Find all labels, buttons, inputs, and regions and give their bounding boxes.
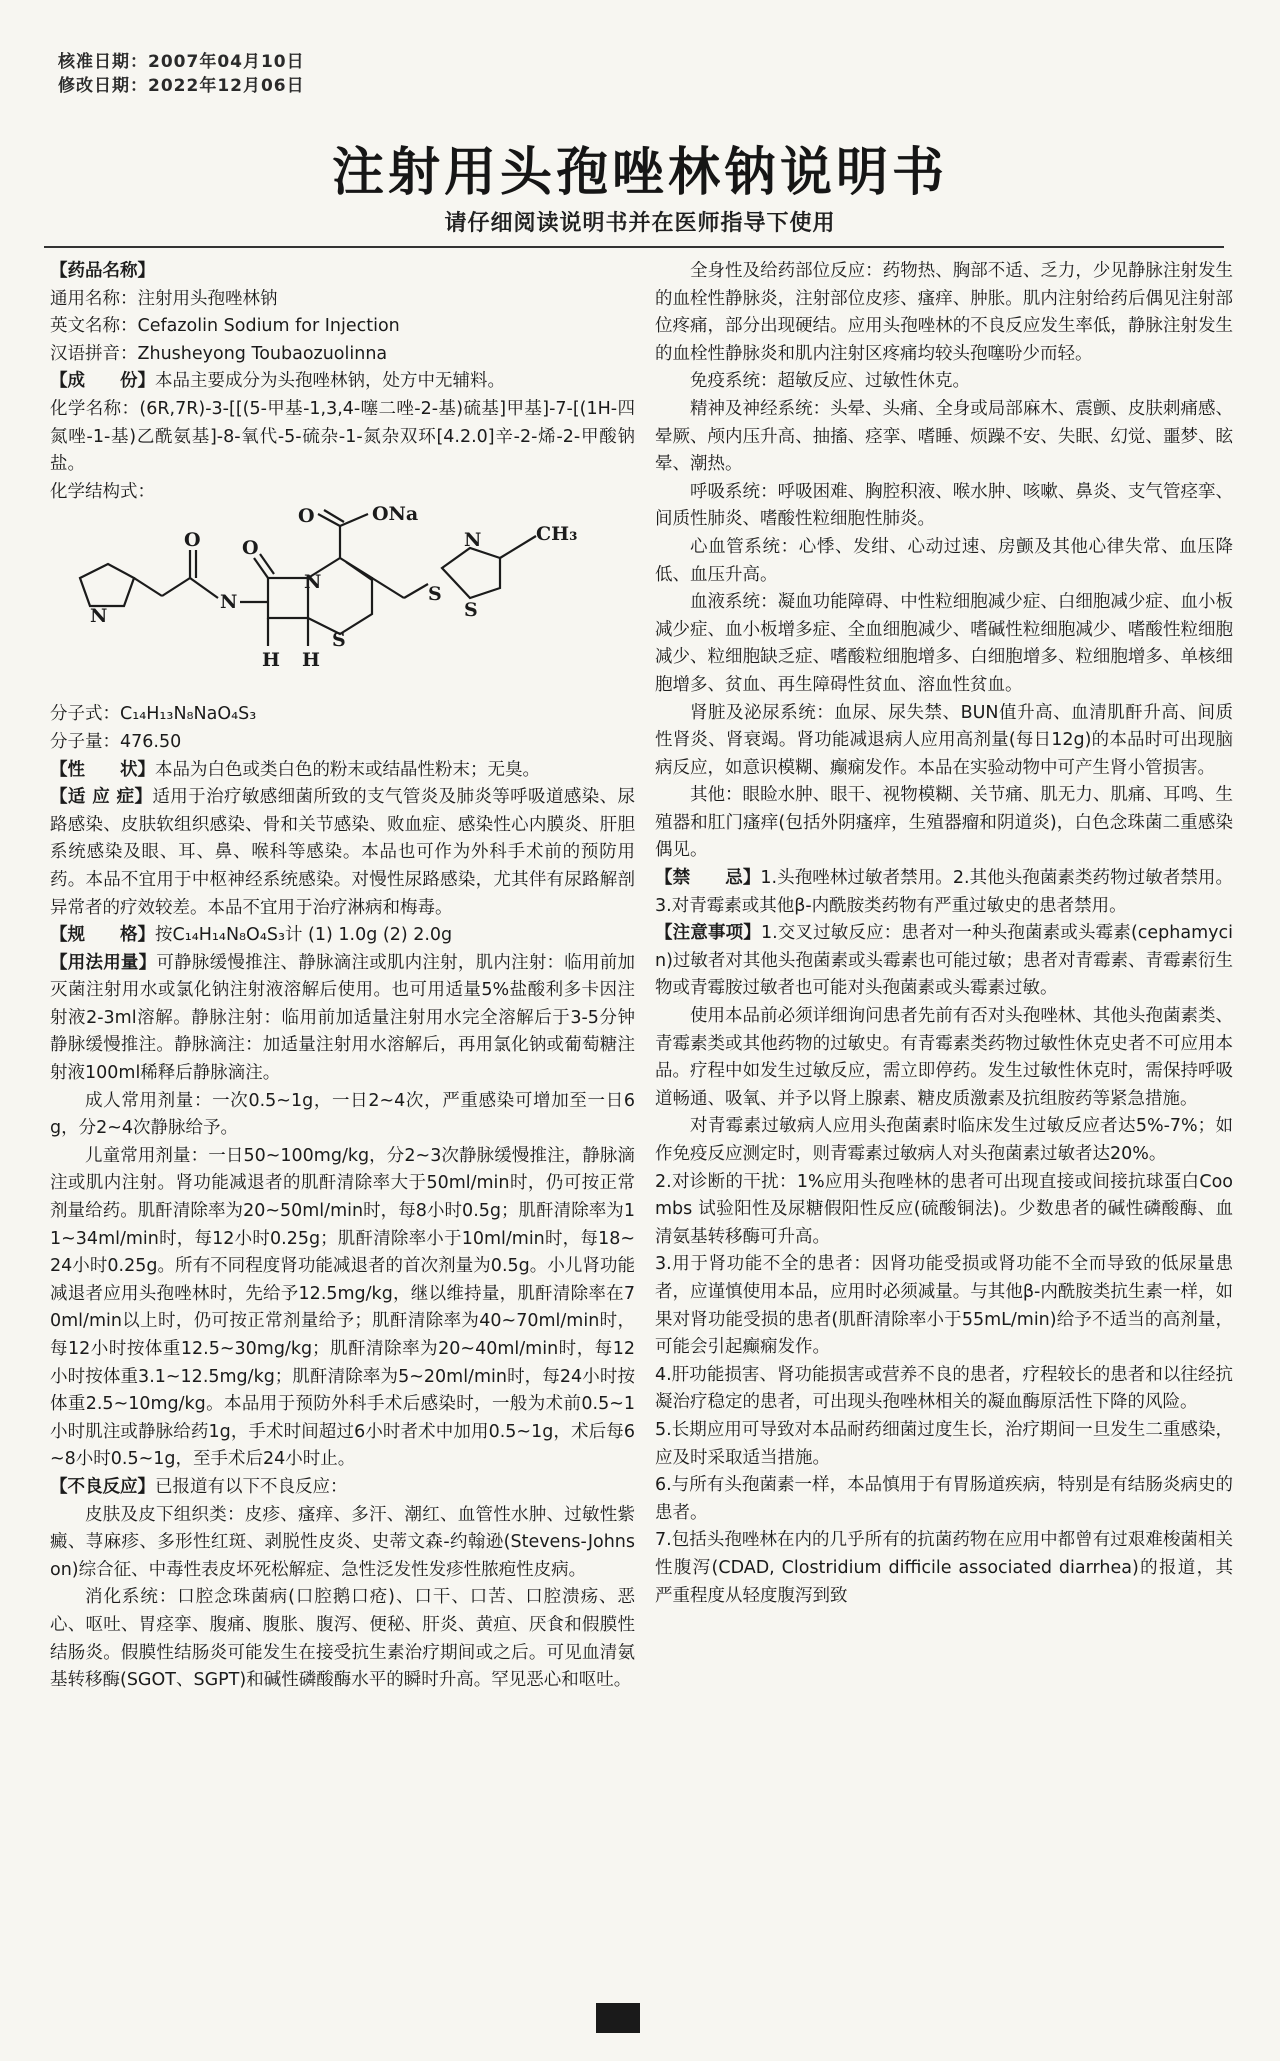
- indications-text: 适用于治疗敏感细菌所致的支气管炎及肺炎等呼吸道感染、尿路感染、皮肤软组织感染、骨和关节感染、败血症、感染性心内膜炎、肝胆系统感染及眼、耳、鼻、喉科等感染。本品也可作为外科手术前的预防用药。本品不宜用于中枢神经系统感染。对慢性尿路感染，尤其伴有尿路解剖异常者的疗效较差。本品不宜用于治疗淋病和梅毒。: [50, 787, 635, 918]
- properties-heading: 【性 状】: [50, 759, 155, 780]
- ring-s-label: S: [332, 629, 346, 652]
- composition-text: 本品主要成分为头孢唑林钠，处方中无辅料。: [155, 371, 505, 392]
- adverse-renal: 肾脏及泌尿系统：血尿、尿失禁、BUN值升高、血清肌酐升高、间质性肾炎、肾衰竭。肾功能减退病人应用高剂量(每日12g)的本品时可出现脑病反应，如意识模糊、癫痫发作。本品在实验动物中可产生肾小管损害。: [655, 702, 1233, 778]
- cautions-heading: 【注意事项】: [655, 923, 761, 944]
- thioether-s-label: S: [428, 583, 442, 606]
- drug-name-heading: 【药品名称】: [50, 261, 155, 281]
- adult-dose: 成人常用剂量：一次0.5~1g，一日2~4次，严重感染可增加至一日6g，分2~4次静脉给予。: [50, 1090, 635, 1139]
- ring-n-label: N: [304, 571, 322, 594]
- tetrazole-ring: [80, 564, 134, 606]
- usage-section: [50, 950, 635, 1088]
- nh-label: N: [220, 591, 238, 614]
- document-title: 注射用头孢唑林钠说明书: [331, 143, 948, 203]
- chemical-structure-diagram: [50, 506, 635, 701]
- page-marker: [596, 2003, 640, 2033]
- adverse-cardio: 心血管系统：心悸、发绀、心动过速、房颤及其他心律失常、血压降低、血压升高。: [655, 536, 1233, 585]
- adverse-immune: 免疫系统：超敏反应、过敏性休克。: [690, 371, 970, 392]
- h-label-1: H: [262, 649, 280, 672]
- generic-name: 通用名称：注射用头孢唑林钠: [50, 288, 278, 309]
- structure-heading: 化学结构式：: [50, 481, 155, 502]
- molecular-weight: 分子量：476.50: [50, 731, 182, 752]
- caution-1b: 使用本品前必须详细询问患者先前有否对头孢唑林、其他头孢菌素类、青霉素类或其他药物的过敏史。有青霉素类药物过敏性休克史者不可应用本品。疗程中如发生过敏反应，需立即停药。发生过敏性休克时，需保持呼吸道畅通、吸氧、并予以肾上腺素、糖皮质激素及抗组胺药等紧急措施。: [655, 1006, 1233, 1109]
- adverse-systemic: 全身性及给药部位反应：药物热、胸部不适、乏力，少见静脉注射发生的血栓性静脉炎，注射部位皮疹、瘙痒、肿胀。肌内注射给药后偶见注射部位疼痛，部分出现硬结。应用头孢唑林的不良反应发生率低，静脉注射发生的血栓性静脉炎和肌内注射区疼痛均较头孢噻吩少而轻。: [655, 261, 1233, 364]
- contraindications-heading: 【禁 忌】: [655, 868, 761, 889]
- spec-section: [50, 922, 635, 950]
- adverse-respiratory: 呼吸系统：呼吸困难、胸腔积液、喉水肿、咳嗽、鼻炎、支气管痉挛、间质性肺炎、嗜酸性粒细胞性肺炎。: [655, 481, 1233, 530]
- left-column: [50, 258, 635, 1695]
- usage-heading: 【用法用量】: [50, 952, 157, 973]
- document-subtitle: 请仔细阅读说明书并在医师指导下使用: [444, 211, 836, 236]
- caution-1: 1.交叉过敏反应：患者对一种头孢菌素或头霉素(cephamycin)过敏者对其他头孢菌素或头霉素也可能过敏；患者对青霉素、青霉素衍生物或青霉胺过敏者也可能对头孢菌素或头霉素过敏。: [655, 923, 1233, 999]
- adverse-skin: 皮肤及皮下组织类：皮疹、瘙痒、多汗、潮红、血管性水肿、过敏性紫癜、荨麻疹、多形性红斑、剥脱性皮炎、史蒂文森-约翰逊(Stevens-Johnson)综合征、中毒性表皮坏死松解症、急性泛发性发疹性脓疱性皮病。: [50, 1504, 635, 1580]
- contraindications-section: [655, 865, 1233, 920]
- approval-date: 核准日期：2007年04月10日: [58, 52, 305, 72]
- caution-2: 2.对诊断的干扰：1%应用头孢唑林的患者可出现直接或间接抗球蛋白Coombs 试验阳性及尿糖假阳性反应(硫酸铜法)。少数患者的碱性磷酸酶、血清氨基转移酶可升高。: [655, 1171, 1233, 1247]
- caution-5: 5.长期应用可导致对本品耐药细菌过度生长，治疗期间一旦发生二重感染，应及时采取适当措施。: [655, 1419, 1233, 1468]
- composition-section: [50, 368, 635, 396]
- ona-label: ONa: [372, 506, 419, 526]
- date-block: [58, 50, 305, 98]
- spec-heading: 【规 格】: [50, 925, 155, 946]
- h-label-2: H: [302, 649, 320, 672]
- thiadiazole-s-label: S: [464, 599, 478, 622]
- chemical-name: 化学名称：(6R,7R)-3-[[(5-甲基-1,3,4-噻二唑-2-基)硫基]甲基]-7-[(1H-四氮唑-1-基)乙酰氨基]-8-氧代-5-硫杂-1-氮杂双环[4.2.0]辛-2-烯-2-甲酸钠盐。: [50, 398, 635, 475]
- properties-text: 本品为白色或类白色的粉末或结晶性粉末；无臭。: [155, 759, 540, 780]
- contraindications-text: 1.头孢唑林过敏者禁用。2.其他头孢菌素类药物过敏者禁用。3.对青霉素或其他β-内酰胺类药物有严重过敏史的患者禁用。: [655, 868, 1233, 916]
- pinyin-name: 汉语拼音：Zhusheyong Toubaozuolinna: [50, 343, 388, 364]
- composition-heading: 【成 份】: [50, 371, 155, 392]
- caution-7: 7.包括头孢唑林在内的几乎所有的抗菌药物在应用中都曾有过艰难梭菌相关性腹泻(CDAD, Clostridium difficile associated diarrhea)的报道，其严重程度从轻度腹泻到致: [655, 1530, 1233, 1606]
- child-dose: 儿童常用剂量：一日50~100mg/kg，分2~3次静脉缓慢推注，静脉滴注或肌内注射。肾功能减退者的肌酐清除率大于50ml/min时，仍可按正常剂量给药。肌酐清除率为20~50ml/min时，每8小时0.5g；肌酐清除率为11~34ml/min时，每12小时0.25g；肌酐清除率小于10ml/min时，每18~24小时0.25g。所有不同程度肾功能减退者的首次剂量为0.5g。小儿肾功能减退者应用头孢唑林时，先给予12.5mg/kg，继以维持量，肌酐清除率在70ml/min以上时，仍可按正常剂量给予；肌酐清除率为40~70ml/min时，每12小时按体重12.5~30mg/kg；肌酐清除率为20~40ml/min时，每12小时按体重3.1~12.5mg/kg；肌酐清除率为5~20ml/min时，每24小时按体重2.5~10mg/kg。本品用于预防外科手术后感染时，一般为术前0.5~1小时肌注或静脉给药1g，手术时间超过6小时者术中加用0.5~1g，术后每6~8小时0.5~1g，至手术后24小时止。: [50, 1145, 635, 1470]
- tetrazole-n-label: N: [90, 605, 108, 628]
- indications-heading: 【适 应 症】: [50, 787, 153, 808]
- adverse-neuro: 精神及神经系统：头晕、头痛、全身或局部麻木、震颤、皮肤刺痛感、晕厥、颅内压升高、抽搐、痉挛、嗜睡、烦躁不安、失眠、幻觉、噩梦、眩晕、潮热。: [655, 398, 1233, 475]
- thiadiazole-ring: [442, 548, 500, 598]
- thiadiazole-n-label: N: [464, 529, 482, 552]
- adverse-other: 其他：眼睑水肿、眼干、视物模糊、关节痛、肌无力、肌痛、耳鸣、生殖器和肛门瘙痒(包括外阴瘙痒，生殖器瘤和阴道炎)，白色念珠菌二重感染偶见。: [655, 785, 1233, 861]
- adverse-section: [50, 1474, 635, 1502]
- molecular-formula: 分子式：C₁₄H₁₃N₈NaO₄S₃: [50, 704, 257, 725]
- caution-3: 3.用于肾功能不全的患者：因肾功能受损或肾功能不全而导致的低尿量患者，应谨慎使用本品，应用时必须减量。与其他β-内酰胺类抗生素一样，如果对肾功能受损的患者(肌酐清除率小于55mL/min)给予不适当的高剂量，可能会引起癫痫发作。: [655, 1254, 1233, 1358]
- adverse-digestive: 消化系统：口腔念珠菌病(口腔鹅口疮)、口干、口苦、口腔溃疡、恶心、呕吐、胃痉挛、腹痛、腹胀、腹泻、便秘、肝炎、黄疸、厌食和假膜性结肠炎。假膜性结肠炎可能发生在接受抗生素治疗期间或之后。可见血清氨基转移酶(SGOT、SGPT)和碱性磷酸酶水平的瞬时升高。罕见恶心和呕吐。: [50, 1587, 635, 1691]
- methyl-label: CH₃: [536, 523, 578, 546]
- caution-6: 6.与所有头孢菌素一样，本品慎用于有胃肠道疾病，特别是有结肠炎病史的患者。: [655, 1475, 1233, 1523]
- structure-svg: [50, 506, 635, 701]
- right-column: [655, 258, 1233, 1610]
- spec-text: 按C₁₄H₁₄N₈O₄S₃计 (1) 1.0g (2) 2.0g: [155, 925, 453, 946]
- beta-lactam-ring: [268, 578, 308, 618]
- usage-text: 可静脉缓慢推注、静脉滴注或肌内注射，肌内注射：临用前加灭菌注射用水或氯化钠注射液溶解后使用。也可用适量5%盐酸利多卡因注射液2-3ml溶解。静脉注射：临用前加适量注射用水完全溶解后于3-5分钟静脉缓慢推注。静脉滴注：加适量注射用水溶解后，再用氯化钠或葡萄糖注射液100ml稀释后静脉滴注。: [50, 952, 635, 1084]
- lactam-o-label: O: [242, 537, 259, 560]
- amide-o-label: O: [184, 529, 201, 552]
- indications-section: [50, 784, 635, 922]
- adverse-heading: 【不良反应】: [50, 1476, 155, 1497]
- header-rule: [44, 246, 1224, 248]
- properties-section: [50, 757, 635, 785]
- carbonyl-o-label: O: [298, 506, 315, 528]
- adverse-blood: 血液系统：凝血功能障碍、中性粒细胞减少症、白细胞减少症、血小板减少症、血小板增多症、全血细胞减少、嗜碱性粒细胞减少、嗜酸性粒细胞减少、粒细胞缺乏症、嗜酸粒细胞增多、白细胞增多、粒细胞增多、单核细胞增多、贫血、再生障碍性贫血、溶血性贫血。: [655, 592, 1233, 695]
- cautions-section: [655, 920, 1233, 1003]
- adverse-intro: 已报道有以下不良反应：: [155, 1476, 348, 1497]
- caution-4: 4.肝功能损害、肾功能损害或营养不良的患者，疗程较长的患者和以往经抗凝治疗稳定的患者，可出现头孢唑林相关的凝血酶原活性下降的风险。: [655, 1364, 1233, 1413]
- caution-1c: 对青霉素过敏病人应用头孢菌素时临床发生过敏反应者达5%-7%；如作免疫反应测定时，则青霉素过敏病人对头孢菌素过敏者达20%。: [655, 1116, 1233, 1164]
- revision-date: 修改日期：2022年12月06日: [58, 76, 305, 96]
- english-name: 英文名称：Cefazolin Sodium for Injection: [50, 316, 400, 337]
